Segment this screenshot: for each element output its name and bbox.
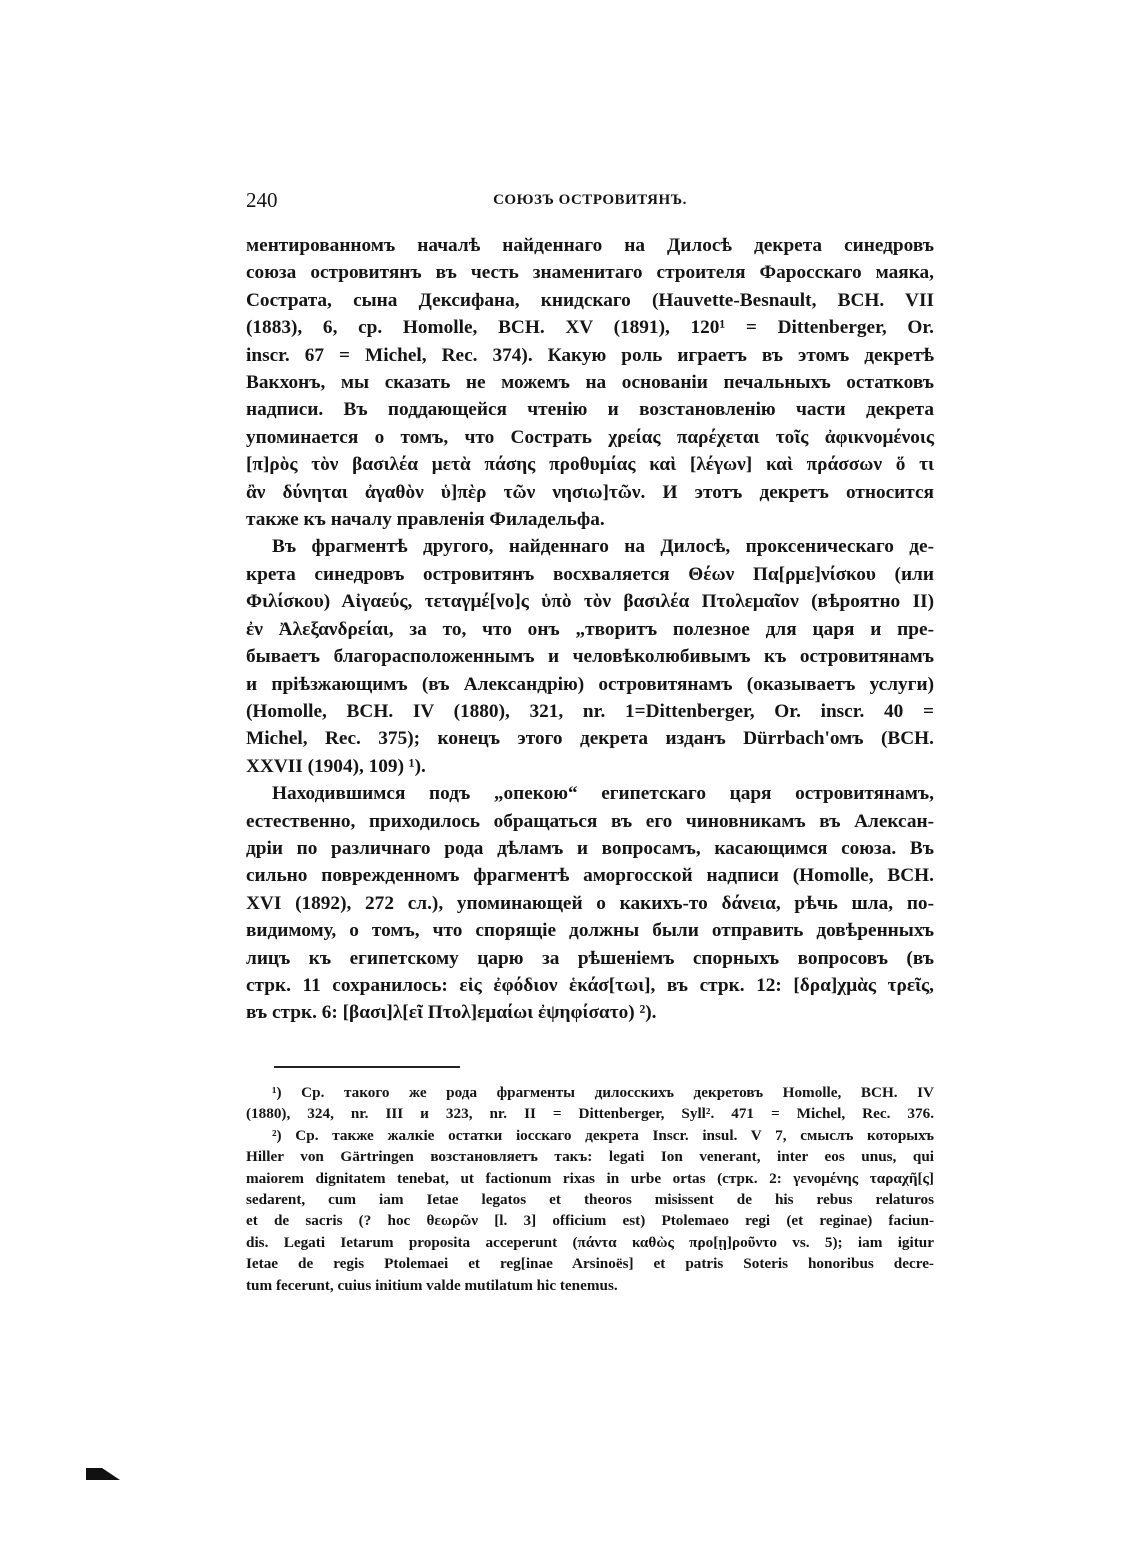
text-line: [π]ρὸς τὸν βασιλέα μετὰ πάσης προθυμίας καὶ [λέγων] καὶ πράσσων ὅ τι xyxy=(246,454,934,476)
text-line: Φιλίσκου) Αἰγαεύς, τεταγμέ[νο]ς ὑπὸ τὸν βασιλέα Πτολεμαῖον (вѣроятно II) xyxy=(246,591,934,613)
text-line: inscr. 67 = Michel, Rec. 374). Какую роль играетъ въ этомъ декретѣ xyxy=(246,344,934,366)
footnote-line: Hiller von Gärtringen возстановляетъ такъ: legati Ion venerant, inter eos unus, qui xyxy=(246,1148,934,1166)
text-line: упоминается о томъ, что Сострать χρείας παρέχεται τοῖς ἀφικνομένοις xyxy=(246,426,934,448)
text-line: ментированномъ началѣ найденнаго на Дилосѣ декрета синедровъ xyxy=(246,235,934,256)
footnote-line: et de sacris (? hoc θεωρῶν [l. 3] officium est) Ptolemaeo regi (et reginae) faciun- xyxy=(246,1212,934,1230)
text-line: Вакхонъ, мы сказать не можемъ на основаніи печальныхъ остатковъ xyxy=(246,372,934,394)
text-line: (1883), 6, ср. Homolle, BCH. XV (1891), 120¹ = Dittenberger, Or. xyxy=(246,317,934,339)
text-line: Michel, Rec. 375); конецъ этого декрета изданъ Dürrbach'омъ (BCH. xyxy=(246,728,934,750)
text-line: Сострата, сына Дексифана, книдскаго (Hauvette-Besnault, BCH. VII xyxy=(246,289,934,311)
running-title: СОЮЗЪ ОСТРОВИТЯНЪ. xyxy=(493,192,687,208)
text-line: надписи. Въ поддающейся чтенію и возстановленію части декрета xyxy=(246,399,934,421)
footnote-line: Ietae de regis Ptolemaei et reg[inae Arsinoës] et patris Soteris honoribus decre- xyxy=(246,1255,934,1273)
page-number: 240 xyxy=(246,188,278,212)
arrow-right-icon xyxy=(86,1468,120,1480)
text-line: Находившимся подъ „опекою“ египетскаго царя островитянамъ, xyxy=(272,783,934,805)
footnotes xyxy=(246,1082,934,1296)
text-line: (Homolle, BCH. IV (1880), 321, nr. 1=Dittenberger, Or. inscr. 40 = xyxy=(246,700,934,722)
text-line: естественно, приходилось обращаться въ его чиновникамъ въ Алексан- xyxy=(246,810,934,832)
text-line: крета синедровъ островитянъ восхваляется Θέων Πα[ρμε]νίσκου (или xyxy=(246,563,934,585)
footnote-line: tum fecerunt, cuius initium valde mutilatum hic tenemus. xyxy=(246,1276,618,1294)
main-text xyxy=(246,232,934,1027)
footnote-separator xyxy=(274,1066,460,1068)
footnote-line: (1880), 324, nr. III и 323, nr. II = Dittenberger, Syll². 471 = Michel, Rec. 376. xyxy=(246,1105,934,1123)
footnote-line: ¹) Ср. такого же рода фрагменты дилосскихъ декретовъ Homolle, BCH. IV xyxy=(272,1084,934,1101)
text-line: видимому, о томъ, что спорящіе должны были отправить довѣренныхъ xyxy=(246,920,934,942)
text-line: въ стрк. 6: [βασι]λ[εῖ Πτολ]εμαίωι ἐψηφίσατο) ²). xyxy=(246,1002,657,1024)
text-line: и пріѣзжающимъ (въ Александрію) островитянамъ (оказываетъ услуги) xyxy=(246,673,934,695)
footnote-line: sedarent, cum iam Ietae legatos et theoros misissent de his rebus relaturos xyxy=(246,1191,934,1209)
text-line: союза островитянъ въ честь знаменитаго строителя Фаросскаго маяка, xyxy=(246,262,934,284)
text-line: также къ началу правленія Филадельфа. xyxy=(246,509,605,531)
text-line: XVI (1892), 272 сл.), упоминающей о какихъ-то δάνεια, рѣчь шла, по- xyxy=(246,892,934,914)
text-line: сильно поврежденномъ фрагментѣ аморгосской надписи (Homolle, BCH. xyxy=(246,865,934,887)
page-header xyxy=(246,188,934,218)
text-line: бываетъ благорасположеннымъ и человѣколюбивымъ къ островитянамъ xyxy=(246,646,934,668)
footnote-line: ²) Ср. также жалкіе остатки іосскаго декрета Inscr. insul. V 7, смыслъ которыхъ xyxy=(272,1126,934,1144)
text-line: ἂν δύνηται ἀγαθὸν ὑ]πὲρ τῶν νησιω]τῶν. И этотъ декретъ относится xyxy=(246,481,934,503)
text-line: XXVII (1904), 109) ¹). xyxy=(246,755,426,777)
footnote-line: dis. Legati Ietarum proposita acceperunt (πάντα καθὼς προ[ῃ]ροῦντο vs. 5); iam igitur xyxy=(246,1233,934,1251)
text-line: дріи по различнаго рода дѣламъ и вопросамъ, касающимся союза. Въ xyxy=(246,837,934,859)
text-line: ἐν Ἀλεξανδρείαι, за то, что онъ „творитъ полезное для царя и пре- xyxy=(246,618,934,640)
text-line: лицъ къ египетскому царю за рѣшеніемъ спорныхъ вопросовъ (въ xyxy=(246,947,934,969)
footnote-line: maiorem dignitatem tenebat, ut factionum rixas in urbe ortas (стрк. 2: γενομένης ταραχῆ[ς] xyxy=(246,1169,934,1187)
text-line: Въ фрагментѣ другого, найденнаго на Дилосѣ, проксеническаго де- xyxy=(272,536,934,558)
text-line: стрк. 11 сохранилось: εἰς ἐφόδιον ἑκάσ[τωι], въ стрк. 12: [δρα]χμὰς τρεῖς, xyxy=(246,974,934,996)
